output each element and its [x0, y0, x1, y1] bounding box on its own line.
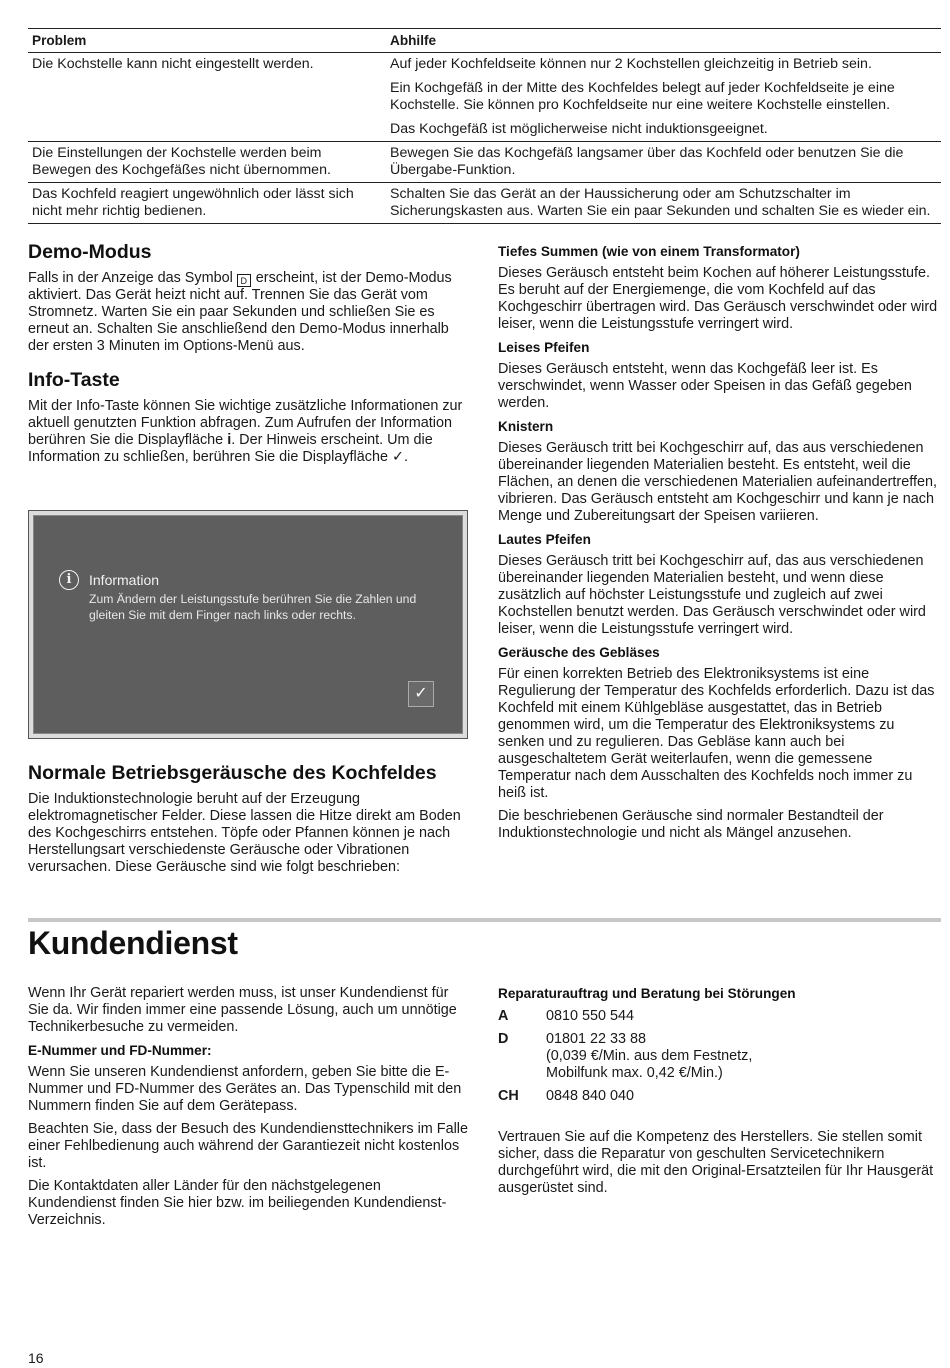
warranty-text: Beachten Sie, dass der Besuch des Kundendiensttechnikers im Falle einer Fehlbedienung auch während der Garantiezeit nicht kostenlos ist.	[28, 1121, 468, 1171]
troubleshooting-table	[28, 28, 941, 224]
phone-number: 01801 22 33 88	[546, 1031, 647, 1047]
confirm-check-button[interactable]: ✓	[408, 681, 434, 707]
country-code: D	[498, 1031, 509, 1047]
country-code: CH	[498, 1088, 519, 1104]
display-text: Zum Ändern der Leistungsstufe berühren Sie die Zahlen und gleiten Sie mit dem Finger nach links oder rechts.	[89, 592, 417, 622]
display-illustration	[28, 510, 468, 739]
noises-intro: Die Induktionstechnologie beruht auf der Erzeugung elektromagnetischer Felder. Diese lassen die Hitze direkt am Boden des Kochgeschirrs entstehen. Töpfe oder Pfannen können je nach Herstellungsart verschiedenste Geräusche oder Vibrationen verursachen. Diese Geräusche sind wie folgt beschrieben:	[28, 791, 461, 875]
noise-title: Lautes Pfeifen	[498, 532, 591, 547]
problem-cell: Das Kochfeld reagiert ungewöhnlich oder lässt sich nicht mehr richtig bedienen.	[28, 183, 382, 224]
problem-cell: Die Einstellungen der Kochstelle werden beim Bewegen des Kochgefäßes nicht übernommen.	[28, 142, 382, 183]
phone-note: (0,039 €/Min. aus dem Festnetz,	[546, 1048, 753, 1064]
noise-text: Dieses Geräusch tritt bei Kochgeschirr auf, das aus verschiedenen übereinander liegenden Materialien besteht, und wenn diese zusätzlich auf höchster Leistungsstufe und zugleich auf zwei Kochstellen benutzt werden. Das Geräusch verschwindet oder wird leiser, wenn die Leistungsstufe verringert wird.	[498, 553, 926, 637]
info-text-2: . Der Hinweis erscheint. Um die Information zu schließen, berühren Sie die Displayfläche	[28, 432, 433, 465]
noise-text: Für einen korrekten Betrieb des Elektroniksystems ist eine Regulierung der Temperatur des Kochfelds erforderlich. Dazu ist das Kochfeld mit einem Kühlgebläse ausgestattet, das in Betrieb genommen wird, um die Temperatur des Elektroniksystems zu senken und zu regulieren. Das Gebläse kann auch bei ausgeschaltetem Gerät weiterlaufen, wenn die gemessene Temperatur nach dem Ausschalten des Kochfelds noch immer zu heiß ist.	[498, 666, 935, 801]
info-i-icon: i	[227, 432, 232, 448]
phone-number: 0848 840 040	[546, 1088, 635, 1104]
info-title: Info-Taste	[28, 369, 120, 391]
noises-title: Normale Betriebsgeräusche des Kochfeldes	[28, 762, 437, 784]
section-divider	[28, 918, 941, 922]
phone-entry	[498, 1088, 941, 1105]
info-icon: i	[59, 570, 79, 590]
info-text	[28, 398, 468, 466]
phone-number: 0810 550 544	[546, 1008, 635, 1024]
noise-text: Dieses Geräusch entsteht, wenn das Kochgefäß leer ist. Es verschwindet, wenn Wasser oder Speisen in das Gefäß gegeben werden.	[498, 361, 912, 411]
remedy-cell: Das Kochgefäß ist möglicherweise nicht induktionsgeeignet.	[390, 121, 768, 137]
country-code: A	[498, 1008, 509, 1024]
display-screen	[33, 515, 463, 734]
problem-cell: Die Kochstelle kann nicht eingestellt werden.	[32, 56, 314, 72]
phone-note: Mobilfunk max. 0,42 €/Min.)	[546, 1065, 723, 1081]
table-row	[28, 142, 941, 183]
service-right	[498, 985, 941, 1203]
phone-entry	[498, 1008, 941, 1025]
table-row	[28, 183, 941, 224]
trust-text: Vertrauen Sie auf die Kompetenz des Herstellers. Sie stellen somit sicher, dass die Reparatur von geschulten Servicetechnikern durchgeführt wird, die mit den Original-Ersatzteilen für Ihr Hausgerät ausgerüstet sind.	[498, 1129, 934, 1196]
enr-title: E-Nummer und FD-Nummer:	[28, 1043, 212, 1058]
remedy-cell: Schalten Sie das Gerät an der Haussicherung oder am Schutzschalter im Sicherungskasten aus. Warten Sie ein paar Sekunden und schalten Sie es wieder ein.	[382, 183, 941, 224]
noise-title: Geräusche des Gebläses	[498, 645, 660, 660]
header-problem: Problem	[28, 29, 382, 53]
header-remedy: Abhilfe	[382, 29, 941, 53]
contact-text: Die Kontaktdaten aller Länder für den nächstgelegenen Kundendienst finden Sie hier bzw. im beiliegenden Kundendienst-Verzeichnis.	[28, 1178, 447, 1228]
remedy-cell: Auf jeder Kochfeldseite können nur 2 Kochstellen gleichzeitig in Betrieb sein.	[390, 56, 872, 72]
remedy-cell: Ein Kochgefäß in der Mitte des Kochfeldes belegt auf jeder Kochfeldseite je eine Kochstelle. Sie können pro Kochfeldseite nur eine weitere Kochstelle einstellen.	[390, 80, 895, 113]
noise-text: Dieses Geräusch entsteht beim Kochen auf höherer Leistungsstufe. Es beruht auf der Energiemenge, die vom Kochfeld auf das Kochgeschirr übertragen wird. Das Geräusch verschwindet oder wird leiser, wenn die Leistungsstufe verringert wird.	[498, 265, 938, 332]
service-left	[28, 985, 468, 1235]
noise-text: Dieses Geräusch tritt bei Kochgeschirr auf, das aus verschiedenen übereinander liegenden Materialien besteht. Es entsteht, weil die Flächen, an denen die verschiedenen Materialien aufeinandertreffen, vibrieren. Das Geräusch entsteht am Kochgeschirr und kann je nach Menge und Zubereitungsart der Speisen variieren.	[498, 440, 937, 524]
demo-title: Demo-Modus	[28, 241, 152, 263]
noise-title: Leises Pfeifen	[498, 340, 590, 355]
demo-mode-icon: D	[237, 274, 251, 287]
demo-text-1: Falls in der Anzeige das Symbol	[28, 270, 237, 286]
demo-text	[28, 270, 468, 355]
page-number: 16	[28, 1350, 44, 1366]
noise-title: Tiefes Summen (wie von einem Transformator)	[498, 244, 800, 259]
info-text-3: .	[404, 449, 409, 465]
remedy-cell: Bewegen Sie das Kochgefäß langsamer über das Kochfeld oder benutzen Sie die Übergabe-Funktion.	[382, 142, 941, 183]
check-icon: ✓	[391, 449, 405, 465]
left-column-top	[28, 241, 468, 472]
service-intro: Wenn Ihr Gerät repariert werden muss, ist unser Kundendienst für Sie da. Wir finden immer eine passende Lösung, auch um unnötige Technikerbesuche zu vermeiden.	[28, 985, 457, 1035]
demo-text-2: erscheint, ist der Demo-Modus aktiviert. Das Gerät heizt nicht auf. Trennen Sie das Gerät vom Stromnetz. Warten Sie ein paar Sekunden und schließen Sie es erneut an. Schalten Sie anschließend den Demo-Modus innerhalb der ersten 3 Minuten im Options-Menü aus.	[28, 270, 452, 354]
noises-outro: Die beschriebenen Geräusche sind normaler Bestandteil der Induktionstechnologie und nicht als Mängel anzusehen.	[498, 808, 884, 841]
noise-title: Knistern	[498, 419, 554, 434]
noises-section	[28, 762, 468, 882]
table-header-row	[28, 29, 941, 53]
repair-title: Reparaturauftrag und Beratung bei Störungen	[498, 986, 796, 1001]
table-row	[28, 53, 941, 77]
noise-types	[498, 243, 941, 848]
display-title: Information	[89, 572, 160, 588]
enr-text: Wenn Sie unseren Kundendienst anfordern, geben Sie bitte die E-Nummer und FD-Nummer des Gerätes an. Das Typenschild mit den Nummern finden Sie auf dem Gerätepass.	[28, 1064, 462, 1114]
phone-entry	[498, 1031, 941, 1082]
info-text-1: Mit der Info-Taste können Sie wichtige zusätzliche Informationen zur aktuell genutzten Funktion abfragen. Zum Aufrufen der Information berühren Sie die Displayfläche	[28, 398, 463, 448]
service-title: Kundendienst	[28, 925, 238, 961]
